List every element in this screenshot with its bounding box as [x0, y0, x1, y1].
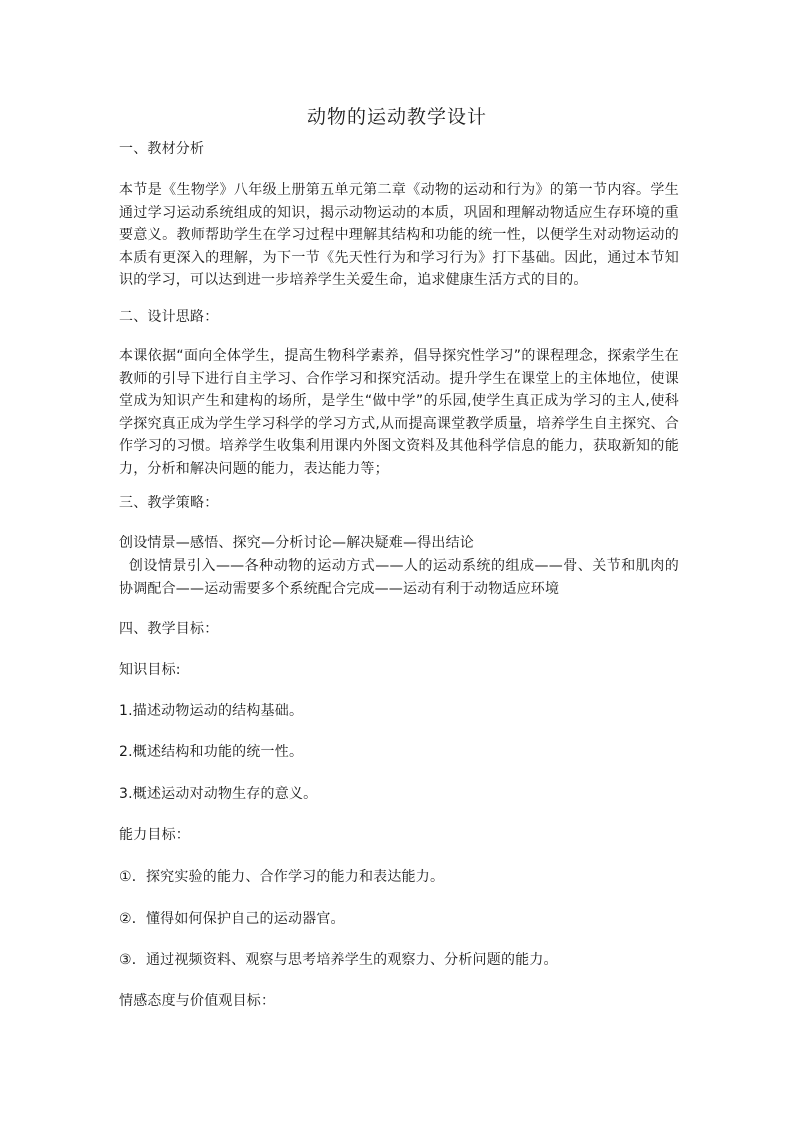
- section-heading-textbook-analysis: 一、教材分析: [119, 141, 205, 157]
- ability-goal-2: ②．懂得如何保护自己的运动器官。: [119, 911, 345, 927]
- ability-goal-1: ①．探究实验的能力、合作学习的能力和表达能力。: [119, 869, 445, 885]
- strategy-line-1: 创设情景—感悟、探究—分析讨论—解决疑难—得出结论: [119, 535, 474, 551]
- strategy-line-2: 创设情景引入——各种动物的运动方式——人的运动系统的组成——骨、关节和肌肉的协调配合——运动需要多个系统配合完成——运动有利于动物适应环境: [119, 558, 679, 597]
- knowledge-goal-3: 3.概述运动对动物生存的意义。: [119, 786, 318, 802]
- subheading-ability-goals: 能力目标：: [119, 827, 190, 843]
- section-heading-teaching-goals: 四、教学目标：: [119, 621, 219, 637]
- knowledge-goal-1: 1.描述动物运动的结构基础。: [119, 703, 304, 719]
- page-title: 动物的运动教学设计: [306, 106, 487, 128]
- subheading-emotion-goals: 情感态度与价值观目标：: [119, 993, 276, 1009]
- section-heading-teaching-strategy: 三、教学策略：: [119, 495, 219, 511]
- paragraph-textbook-analysis: 本节是《生物学》八年级上册第五单元第二章《动物的运动和行为》的第一节内容。学生通过学习运动系统组成的知识，揭示动物运动的本质，巩固和理解动物适应生存环境的重要意义。教师帮助学生在学习过程中理解其结构和功能的统一性，以便学生对动物运动的本质有更深入的理解，为下一节《先天性行为和学习行为》打下基础。因此，通过本节知识的学习，可以达到进一步培养学生关爱生命，追求健康生活方式的目的。: [119, 182, 679, 288]
- paragraph-design-idea: 本课依据“面向全体学生，提高生物科学素养，倡导探究性学习”的课程理念，探索学生在教师的引导下进行自主学习、合作学习和探究活动。提升学生在课堂上的主体地位，使课堂成为知识产生和建构的场所，是学生“做中学”的乐园,使学生真正成为学习的主人,使科学探究真正成为学生学习科学的学习方式,从而提高课堂教学质量，培养学生自主探究、合作学习的习惯。培养学生收集利用课内外图文资料及其他科学信息的能力，获取新知的能力，分析和解决问题的能力，表达能力等；: [119, 348, 679, 477]
- section-heading-design-idea: 二、设计思路：: [119, 309, 219, 325]
- ability-goal-3: ③．通过视频资料、观察与思考培养学生的观察力、分析问题的能力。: [119, 952, 558, 968]
- subheading-knowledge-goals: 知识目标:: [119, 662, 181, 678]
- knowledge-goal-2: 2.概述结构和功能的统一性。: [119, 744, 304, 760]
